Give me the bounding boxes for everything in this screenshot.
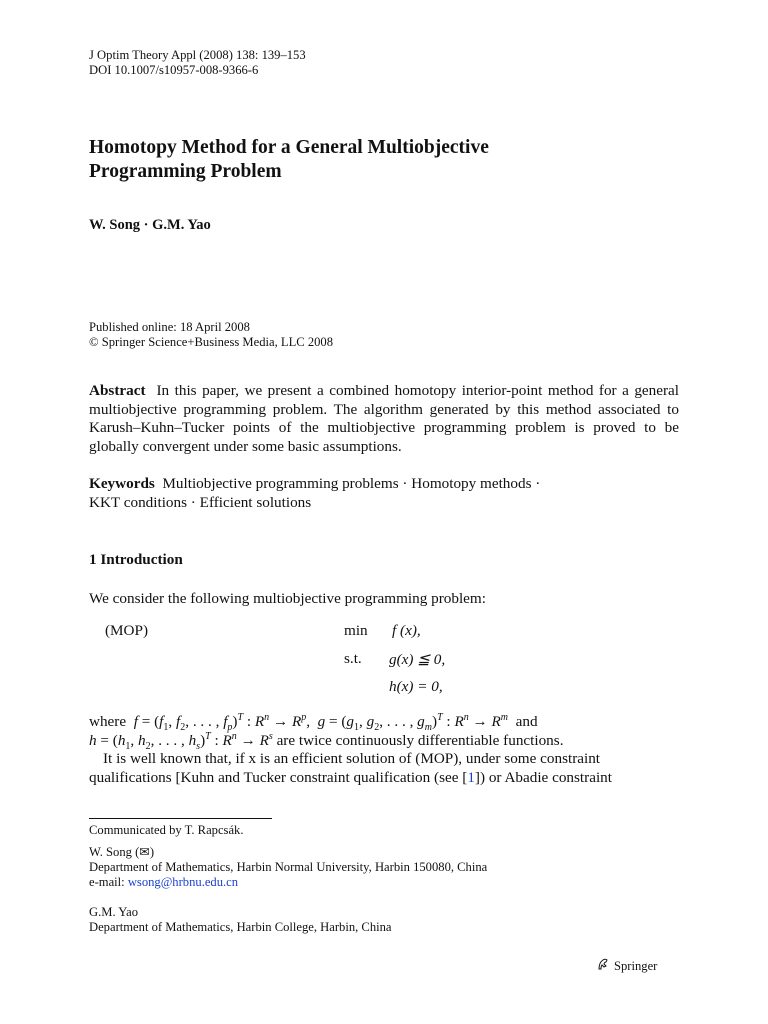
where-line-2: $h = (h_1$, $h_2$, . . . , $h_s)^T$ : $R^n \to R^s$ are twice continuously differentiable functions. xyxy=(89,730,564,753)
keywords xyxy=(89,475,679,512)
title-line-1: Homotopy Method for a General Multiobjective xyxy=(89,137,489,158)
constraint-inequality: g(x) ≦ 0, xyxy=(389,651,446,668)
min-expression: f (x), xyxy=(392,622,421,639)
author1-email-row xyxy=(89,875,238,890)
known-line-2-post: ]) or Abadie constraint xyxy=(474,769,612,786)
where-line-1: where $f = (f_1$, $f_2$, . . . , $f_p)^T$ : $R^n \to R^p$, $g = (g_1$, $g_2$, . . . , $g_m)^T$ : $R^n \to R^m$ and xyxy=(89,711,538,734)
problem-label: (MOP) xyxy=(105,622,149,639)
constraint-equality: h(x) = 0, xyxy=(389,678,443,695)
springer-horse-icon xyxy=(596,957,610,975)
copyright: © Springer Science+Business Media, LLC 2008 xyxy=(89,335,334,349)
communicated-by: Communicated by T. Rapcsák. xyxy=(89,823,244,837)
journal-citation: J Optim Theory Appl (2008) 138: 139–153 xyxy=(89,48,306,62)
author2-dept: Department of Mathematics, Harbin College, Harbin, China xyxy=(89,920,392,934)
known-line-1: It is well known that, if x is an efficient solution of (MOP), under some constraint xyxy=(103,750,601,767)
known-line-2-pre: qualifications [Kuhn and Tucker constraint qualification (see [ xyxy=(89,769,468,786)
intro-sentence: We consider the following multiobjective programming problem: xyxy=(89,590,486,607)
min-label: min xyxy=(344,622,368,639)
st-label: s.t. xyxy=(344,650,362,667)
abstract-label: Abstract xyxy=(89,382,146,399)
known-line-2 xyxy=(89,769,679,788)
publisher-logo xyxy=(596,957,657,975)
abstract xyxy=(89,382,679,456)
paper-title xyxy=(89,136,689,184)
abstract-text: In this paper, we present a combined homotopy interior-point method for a general multiobjective programming problem. The algorithm generated by this method associated to Karush–Kuhn–Tucker points of the multiobjective programming problem is proved to be globally convergent under some basic assumptions. xyxy=(89,382,680,455)
footnote-divider xyxy=(89,818,272,819)
published-date: Published online: 18 April 2008 xyxy=(89,320,250,334)
doi: DOI 10.1007/s10957-008-9366-6 xyxy=(89,63,259,77)
section-heading: 1 Introduction xyxy=(89,551,183,568)
email-link[interactable]: wsong@hrbnu.edu.cn xyxy=(127,875,239,889)
title-line-2: Programming Problem xyxy=(89,161,282,182)
reference-link[interactable]: 1 xyxy=(467,769,475,786)
author1-name: W. Song (✉) xyxy=(89,845,155,859)
author1-dept: Department of Mathematics, Harbin Normal University, Harbin 150080, China xyxy=(89,860,488,874)
email-label: e-mail: xyxy=(89,875,125,889)
publisher-name: Springer xyxy=(614,958,658,973)
authors: W. Song · G.M. Yao xyxy=(89,217,211,233)
where-line-2-tail: are twice continuously differentiable functions. xyxy=(276,732,564,749)
keywords-line-2: KKT conditions · Efficient solutions xyxy=(89,493,312,511)
keywords-label: Keywords xyxy=(89,475,155,492)
author2-name: G.M. Yao xyxy=(89,905,138,919)
keywords-line-1: Multiobjective programming problems · Homotopy methods · xyxy=(162,475,541,492)
